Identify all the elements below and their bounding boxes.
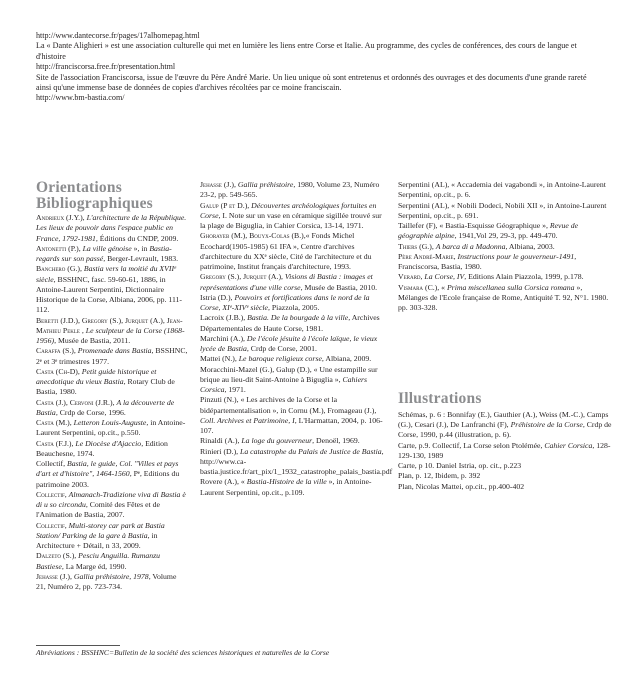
entry-segment: Casta (J.), Cervoni (J.R.),	[36, 397, 117, 407]
bibliography-list-1	[36, 213, 188, 592]
entry-segment: Carte, p.9. Collectif, La Corse selon Ptolémée,	[398, 440, 545, 450]
entry-segment: Andrieux (J.Y.),	[36, 213, 87, 222]
bibliography-entry	[398, 482, 612, 492]
entry-segment: Instructions pour le gouverneur-1491	[457, 251, 575, 261]
entry-segment: Taillefer (F), « Bastia-Esquisse Géographique »,	[398, 221, 550, 230]
bibliography-entry	[398, 441, 612, 462]
entry-segment: Casta (M.),	[36, 418, 74, 427]
bibliography-entry	[36, 264, 188, 315]
entry-segment: De l'école jésuite à l'école laïque, le vieux lycée de Bastia	[200, 333, 378, 353]
bibliography-entry	[36, 572, 188, 593]
entry-segment: , Col. "Villes et pays d'art et d'histoire", 1464-1560	[36, 459, 179, 479]
entry-segment: Cahier Corsica	[544, 440, 593, 450]
entry-segment: Beretti (J.D.), Gregory (S.), Jurquet (A.), Jean-Mathieu Pekle ,	[36, 315, 183, 335]
entry-segment: Prima miscellanea sulla Corsica romana	[446, 282, 575, 292]
entry-segment: Bastia-Histoire de la ville	[246, 477, 327, 487]
entry-segment: Plan, Nicolas Mattei, op.cit., pp.400-402	[398, 481, 525, 491]
entry-segment: , Comité des Fêtes et de l'Animation de Bastia, 2007.	[36, 500, 160, 520]
entry-segment: Multi-storey car park at Bastia Station/ Parking de la gare à Bastia	[36, 520, 165, 540]
entry-segment: Schémas, p. 6 : Bonnifay (E.), Gauthier (A.), Weiss (M.-C.), Camps (G.), Cesari (J.), De Lanfranchi (F),	[398, 409, 609, 429]
entry-segment: Serpentini (AL), « Accademia dei vagabondi », in Antoine-Laurent Serpentini, op.cit., p. 6.	[398, 180, 606, 200]
bibliography-entry	[200, 395, 388, 436]
bibliography-entry	[398, 201, 612, 222]
bibliography-entry	[36, 346, 188, 367]
column-3	[398, 180, 612, 492]
bibliography-entry	[36, 244, 188, 265]
bibliography-entry	[200, 334, 388, 355]
entry-segment: La ville génoise	[82, 243, 132, 253]
entry-segment: , Musée de Bastia, 2010.	[300, 282, 378, 292]
section-heading-orientations: Orientations Bibliographiques	[36, 179, 153, 212]
footnote-rule	[36, 645, 120, 646]
entry-segment: Le sculpteur de la Corse (1868-1956)	[36, 325, 185, 345]
entry-segment: Galup (P et D.),	[200, 200, 252, 210]
entry-segment: Coll. Archives et Patrimoine, I	[200, 415, 295, 425]
entry-segment: Ghorayeb (M.), Bouyx-Colas (B.),	[200, 231, 306, 241]
entry-segment: Collectif,	[36, 489, 69, 499]
entry-segment: Dalzeto (S.),	[36, 551, 79, 561]
entry-segment: La loge du gouverneur	[241, 436, 313, 446]
bibliography-entry	[36, 521, 188, 552]
bibliography-entry	[36, 439, 188, 460]
entry-segment: , Musée de Bastia, 2011.	[54, 336, 131, 345]
entry-segment: Pouvoirs et fortifications dans le nord de la Corse, XIᵉ-XIVᵉ siècle	[200, 292, 370, 312]
spacer	[398, 313, 612, 391]
bibliography-entry	[200, 313, 388, 334]
entry-segment: Revue de géographie alpine	[398, 221, 579, 241]
bibliography-entry	[398, 461, 612, 471]
entry-segment: , La Marge éd, 1990.	[61, 561, 127, 571]
entry-segment: Caraffa (S.),	[36, 346, 78, 356]
entry-segment: Casta (Ch-D),	[36, 366, 82, 376]
entry-segment: Collectif,	[36, 520, 69, 530]
entry-segment: , 128-129-130, 1989	[398, 440, 611, 460]
entry-segment: Pesciu Anguilla. Rumanzu Bastiese	[36, 551, 161, 571]
entry-segment: , Editions Alain Piazzola, 1999, p.178.	[464, 272, 584, 282]
bibliography-entry	[200, 201, 388, 232]
weblinks-block	[36, 31, 601, 104]
entry-segment: , 1941,Vol 29, 29-3, pp. 449-470.	[454, 231, 558, 241]
entry-segment: L'architecture de la République. Les lieux de pouvoir dans l'espace public en France, 1792-1981	[36, 213, 187, 243]
bibliography-list-3	[398, 180, 612, 313]
bibliography-list-2	[200, 180, 393, 498]
entry-segment: Gallia préhistoire, 1978	[73, 571, 149, 581]
entry-segment: , Archives Départementales de Haute Corse, 1981.	[200, 313, 380, 333]
entry-segment: Verard,	[398, 272, 425, 282]
entry-segment: Bastia vers la moitié du XVIIᵉ siècle	[36, 264, 177, 284]
link-dantecorse[interactable]: http://www.dantecorse.fr/pages/17alhomepag.html	[36, 31, 200, 40]
bibliography-entry	[398, 283, 612, 314]
entry-segment: A barca di a Madonna	[435, 241, 506, 251]
bibliography-entry	[36, 418, 188, 439]
text-dante-description: La « Dante Alighieri » est une association culturelle qui met en lumière les liens entre Corse et Italie. Au programme, des cycles de conférences, des cours de langue et d'histoire	[36, 41, 577, 61]
bibliography-entry	[200, 436, 388, 446]
footnote-abbreviations: Abréviations : BSSHNC=Bulletin de la société des sciences historiques et naturelles de la Corse	[36, 648, 330, 657]
entry-segment: , Albiana, 2003.	[505, 241, 555, 251]
entry-segment: Almanach-Tradizione viva di Bastia è di u so circondu	[36, 489, 186, 509]
bibliography-entry	[36, 367, 188, 398]
bibliography-entry	[36, 316, 188, 347]
entry-segment: Bastia, le guide	[67, 459, 116, 468]
entry-segment: , Crdp de Corse, 1996.	[55, 407, 126, 417]
entry-segment: Jehasse (J.),	[200, 180, 238, 189]
entry-segment: , Piazzola, 2005.	[267, 303, 320, 312]
entry-segment: , Pᵉ, Editions du patrimoine 2003.	[36, 469, 180, 489]
bibliography-entry	[200, 354, 388, 364]
entry-segment: , I. Note sur un vase en céramique sigillée trouvé sur la plage de Biguglia, in Cahier Corsica, 13-14, 1971.	[200, 210, 382, 230]
bibliography-entry	[398, 410, 612, 441]
entry-segment: Le baroque religieux corse	[238, 354, 322, 364]
entry-segment: Jehasse (J.),	[36, 571, 74, 581]
bibliography-entry	[200, 293, 388, 314]
entry-segment: Istria (D.),	[200, 292, 235, 302]
entry-segment: Mattei (N.),	[200, 354, 239, 364]
entry-segment: Rinieri (D.),	[200, 446, 241, 456]
entry-segment: Letteron Louis-Auguste	[73, 418, 147, 427]
bibliography-entry	[200, 477, 388, 498]
entry-segment: , Crdp de Corse, 1990, p.44 (illustration, p. 6).	[398, 420, 612, 440]
bibliography-entry	[200, 272, 388, 293]
bibliography-entry	[398, 471, 612, 481]
entry-segment: Antonetti (P.),	[36, 243, 83, 253]
bibliography-entry	[398, 180, 612, 201]
bibliography-entry	[398, 221, 612, 242]
entry-segment: , Franciscorsa, Bastia, 1980.	[398, 251, 577, 271]
entry-segment: , Crdp de Corse, 2001.	[246, 344, 317, 353]
entry-segment: , Berger-Levrault, 1983.	[103, 254, 179, 263]
bibliography-entry	[200, 365, 388, 396]
entry-segment: Rinaldi (A.),	[200, 436, 242, 446]
entry-segment: Découvertes archéologiques fortuites en Corse	[200, 200, 377, 220]
column-2	[200, 180, 393, 498]
entry-segment: Bastia. De la bourgade à la ville	[247, 313, 349, 323]
entry-segment: Vismara (C.), «	[398, 282, 447, 292]
entry-segment: », Mélanges de l'Ecole française de Rome, Antiquité T. 92, N°1. 1980. pp. 303-328.	[398, 282, 609, 312]
bibliography-entry	[36, 459, 188, 490]
link-bm-bastia[interactable]: http://www.bm-bastia.com/	[36, 93, 125, 103]
bibliography-entry	[36, 490, 188, 521]
entry-segment: , http://www.ca-bastia.justice.fr/art_pix/1_1932_catastrophe_palais_bastia.pdf	[200, 446, 393, 476]
entry-segment: Gallia préhistoire	[237, 180, 294, 189]
entry-segment: A la découverte de Bastia	[36, 397, 175, 417]
entry-segment: Collectif,	[36, 459, 67, 468]
entry-segment: Carte, p 10. Daniel Istria, op. cit., p.223	[398, 461, 522, 470]
entry-segment: La catastrophe du Palais de Justice de Bastia	[240, 446, 382, 456]
entry-segment: Le Diocèse d'Ajaccio	[75, 438, 142, 448]
bibliography-entry	[398, 272, 612, 282]
link-franciscorsa[interactable]: http://franciscorsa.free.fr/presentation.html	[36, 62, 176, 72]
entry-segment: Banchero (G.),	[36, 264, 84, 274]
entry-segment: », in Antoine-Laurent Serpentini, op.cit., p.109.	[200, 477, 372, 497]
entry-segment: , L'Harmattan, 2004, p. 106-107.	[200, 415, 383, 435]
entry-segment: « Fonds Michel Ecochard(1905-1985) 61 IFA », Centre d'archives d'architecture du XXᵉ siècle, Cité de l'architecture et du patrimoine, Institut français d'architecture, 1993.	[200, 231, 372, 271]
bibliography-entry	[36, 551, 188, 572]
bibliography-entry	[200, 180, 388, 201]
entry-segment: Préhistoire de la Corse	[510, 420, 583, 429]
entry-segment: Plan, p. 12, Ibidem, p. 392	[398, 471, 481, 481]
section-heading-illustrations: Illustrations	[398, 390, 482, 408]
text-franciscorsa-description: Site de l'association Franciscorsa, issue de l'œuvre du Père André Marie. Un lieu unique où sont entretenus et ordonnés des ouvrages et des documents d'une grande rareté ainsi qu'une immense base de données de copies d'archives récoltées par ce moine franciscain.	[36, 72, 587, 93]
entry-segment: , Éditions du CNDP, 2009.	[95, 233, 179, 243]
entry-segment: , Albiana, 2009.	[321, 354, 372, 364]
entry-segment: Pinzuti (N.), « Les archives de la Corse et la bidépartementalisation », in Cornu (M.), Fromageau (J.),	[200, 395, 377, 415]
illustrations-list	[398, 410, 612, 492]
entry-segment: Marchini (A.),	[200, 333, 247, 343]
bibliography-entry	[36, 213, 188, 244]
entry-segment: , 1980, Volume 23, Numéro 23-2, pp. 549-565.	[200, 180, 380, 200]
entry-segment: Cahiers Corsica	[200, 374, 368, 394]
bibliography-entry	[398, 242, 612, 252]
entry-segment: Casta (F.J.),	[36, 438, 76, 448]
entry-segment: , 1971.	[224, 385, 246, 394]
bibliography-entry	[200, 231, 388, 272]
entry-segment: , in Antoine-Laurent Serpentini, op.cit., p.550.	[36, 418, 186, 438]
entry-segment: Bastia-regards sur son passé	[36, 243, 172, 263]
entry-segment: Moracchini-Mazel (G.), Galup (D.), « Une estampille sur brique au lieu-dit Saint-Antoine à Biguglia »,	[200, 364, 378, 384]
entry-segment: , Denoël, 1969.	[312, 436, 360, 446]
entry-segment: Visions di Bastia : images et représentations d'une ville corse	[200, 272, 373, 292]
entry-segment: Rovere (A.), «	[200, 477, 247, 487]
bibliography-entry	[36, 398, 188, 419]
entry-segment: Thiers (G.),	[398, 241, 436, 251]
entry-segment: , Rotary Club de Bastia, 1980.	[36, 377, 175, 397]
bibliography-entry	[200, 446, 393, 478]
entry-segment: Promenade dans Bastia	[77, 346, 152, 356]
entry-segment: Petit guide historique et anecdotique du vieux Bastia	[36, 366, 157, 386]
entry-segment: », in	[131, 243, 150, 253]
column-1	[36, 180, 188, 592]
entry-segment: , BSSHNC, 2ᵉ et 3ᵉ trimestres 1977.	[36, 346, 188, 366]
entry-segment: Gregory (S.), Jurquet (A.),	[200, 272, 285, 282]
entry-segment: , BSSHNC, fasc. 59-60-61, 1886, in Antoine-Laurent Serpentini, Dictionnaire Historique de la Corse, Albiana, 2006, pp. 111-112.	[36, 274, 183, 315]
entry-segment: , Volume 21, Numéro 2, pp. 723-734.	[36, 571, 177, 591]
entry-segment: Père André-Marie,	[398, 251, 458, 261]
entry-segment: , in Architecture + Détail, n 33, 2009.	[36, 530, 158, 550]
entry-segment: , Edition Beauchesne, 1974.	[36, 438, 168, 458]
bibliography-entry	[398, 252, 612, 273]
entry-segment: Lacroix (J.B.),	[200, 313, 248, 323]
entry-segment: Serpentini (AL), « Nobili Dodeci, Nobili XII », in Antoine-Laurent Serpentini, op.cit., p. 691.	[398, 200, 607, 220]
entry-segment: La Corse, IV	[424, 272, 465, 282]
